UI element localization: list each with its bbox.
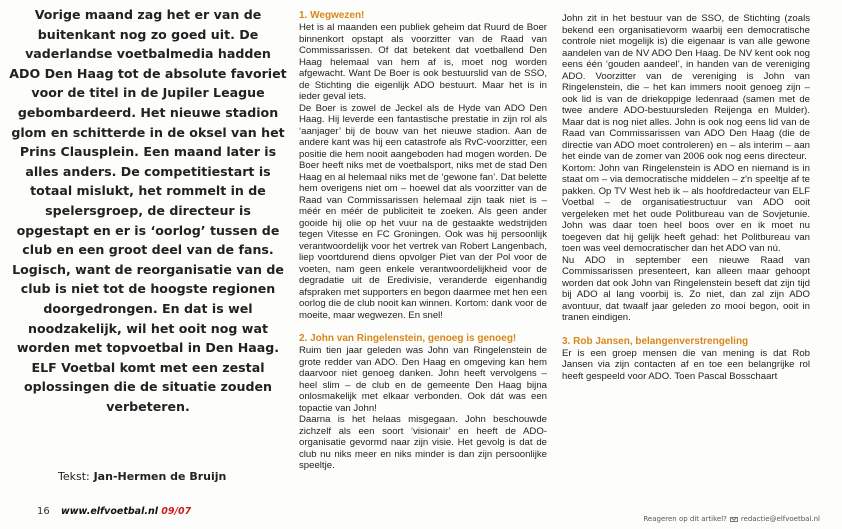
section-2-paragraph-4: Kortom: John van Ringelenstein is ADO en niemand is in staat om – via democratische middelen – z'n speeltje af te pakken. Op TV West heb ik – als hoofdredacteur van ELF Voetbal – de organisatiestructuur van ADO ooit vergeleken met het oude Politbureau van de Sovjetunie. John was daar toen heel boos over en ik moet nu toegeven dat hij gelijk heeft gehad: het Politbureau van toen was veel democratischer dan het ADO van nú. <box>562 162 810 254</box>
section-2-paragraph-2: Daarna is het helaas misgegaan. John beschouwde zichzelf als een soort ‘visionair’ en heeft de ADO-organisatie gevormd naar zijn visie. Het gevolg is dat de club nu niks meer en niks minder is dan zijn persoonlijke speeltje. <box>299 414 547 471</box>
section-2-paragraph-5: Nu ADO in september een nieuwe Raad van Commissarissen presenteert, kan alleen maar gehoopt worden dat ook John van Ringelenstein beseft dat zijn tijd bij ADO al lang voorbij is. Zo niet, dan zal zijn ADO avontuur, dat twaalf jaar geleden zo mooi begon, ooit in tranen eindigen. <box>562 254 810 323</box>
section-1-paragraph-2: De Boer is zowel de Jeckel als de Hyde van ADO Den Haag. Hij leverde een fantastische prestatie in zijn rol als ‘aanjager’ bij de bouw van het nieuwe stadion. Aan de andere kant was hij een catastrofe als RvC-voorzitter, een positie die hem nooit aangeboden had mogen worden. De Boer heeft niks met de voetbalsport, niks met de stad Den Haag en al helemaal niks met de ‘gewone fan’. Dat belette hem overigens niet om – hoewel dat als voorzitter van de Raad van Commissarissen helemaal zijn taak niet is – méér en méér de publiciteit te zoeken. Als geen ander gooide hij olie op het vuur na de gestaakte wedstrijden tegen Vitesse en FC Groningen. Ook was hij persoonlijk verantwoordelijk voor het vertrek van Robert Langenbach, liep voortdurend diens opvolger Piet van der Pol voor de voeten, nam geen enkele verantwoordelijkheid voor de degradatie uit de Eredivisie, veranderde eigenhandig afspraken met supporters en begon daarmee met hen een oorlog die de club nooit kan winnen. Kortom: dank voor de moeite, maar wegwezen. En snel! <box>299 102 547 321</box>
section-3-heading: 3. Rob Jansen, belangenverstrengeling <box>562 335 749 347</box>
byline-author: Jan-Hermen de Bruijn <box>93 470 227 483</box>
intro-text: Vorige maand zag het er van de buitenkant nog zo goed uit. De vaderlandse voetbalmedia hadden ADO Den Haag tot de absolute favoriet voor de titel in de Jupiler League gebombardeerd. Het nieuwe stadion glom en schitterde in de oksel van het Prins Clausplein. Een maand later is alles anders. De competitiestart is totaal mislukt, het rommelt in de spelersgroep, de directeur is opgestapt en er is ‘oorlog’ tussen de club en een groot deel van de fans. Logisch, want de reorganisatie van de club is niet tot de hoogste regionen doorgedrongen. En dat is wel noodzakelijk, wil het ooit nog wat worden met topvoetbal in Den Haag. ELF Voetbal komt met een zestal oplossingen die de situatie zouden verbeteren. <box>9 7 287 414</box>
article-column-1 <box>299 10 547 472</box>
section-2-paragraph-3: John zit in het bestuur van de SSO, de Stichting (zoals bekend een organisatievorm waarbij een democratische controle niet mogelijk is) die eigenaar is van alle gewone aandelen van de NV ADO Den Haag. De NV kent ook nog eens één ‘gouden aandeel’, in handen van de vereniging ADO. Voorzitter van de vereniging is John van Ringelenstein, die – het kan immers nooit genoeg zijn – ook lid is van de driekoppige ledenraad (samen met de twee andere ADO-bestuursleden Reijenga en Mulder). Maar dat is nog niet alles. John is ook nog eens lid van de Raad van Commissarissen van ADO Den Haag (die de directie van ADO moet controleren) en – als interim – aan het einde van de zomer van 2006 ook nog eens directeur. <box>562 13 810 162</box>
contact-email[interactable]: redactie@elfvoetbal.nl <box>740 515 820 523</box>
contact-prompt: Reageren op dit artikel? <box>643 515 727 523</box>
footer-site-url[interactable]: www.elfvoetbal.nl <box>61 506 158 517</box>
issue-number: 09/07 <box>161 506 192 517</box>
footer-contact <box>643 515 820 523</box>
byline <box>58 470 226 483</box>
page-number: 16 <box>37 506 50 517</box>
section-2-heading: 2. John van Ringelenstein, genoeg is genoeg! <box>299 333 517 344</box>
article-column-2 <box>562 13 810 382</box>
byline-label: Tekst: <box>58 470 90 483</box>
section-1-heading: 1. Wegwezen! <box>299 10 365 21</box>
footer-site-link[interactable] <box>61 506 191 517</box>
section-3-paragraph-1: Er is een groep mensen die van mening is dat Rob Jansen via zijn contacten af en toe een belangrijke rol heeft gespeeld voor ADO. Toen Pascal Bosschaart <box>562 347 810 382</box>
mail-icon <box>730 517 738 522</box>
section-1-paragraph-1: Het is al maanden een publiek geheim dat Ruurd de Boer binnenkort opstapt als voorzitter van de Raad van Commissarissen. Of dat betekent dat voetballend Den Haag helemaal van hem af is, moet nog worden afgewacht. Want De Boer is ook bestuurslid van de SSO, de Stichting die eigenlijk ADO bestuurt. Maar het is in ieder geval iets. <box>299 22 547 102</box>
section-2-paragraph-1: Ruim tien jaar geleden was John van Ringelenstein de grote redder van ADO. Den Haag en omgeving kan hem daarvoor niet genoeg danken. John heeft vervolgens – heel slim – de club en de gemeente Den Haag bijna onlosmakelijk met elkaar verbonden. Ook dát was een topactie van John! <box>299 345 547 414</box>
